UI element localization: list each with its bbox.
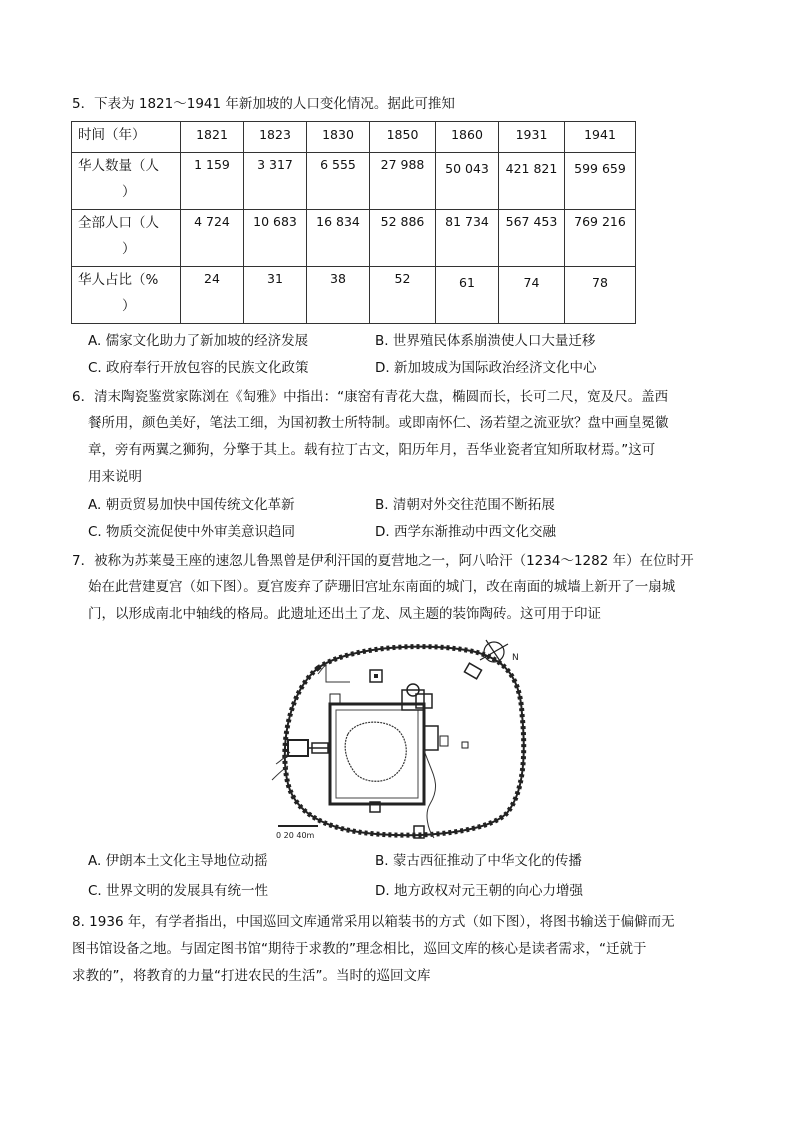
q8-line-3: 求教的”，将教育的力量“打进农民的生活”。当时的巡回文库 bbox=[72, 968, 431, 984]
north-arrow-icon bbox=[480, 640, 519, 664]
row-label: 华人占比（% ） bbox=[72, 267, 181, 324]
table-cell: 567 453 bbox=[499, 210, 565, 267]
header-cell: 1860 bbox=[436, 122, 499, 153]
q5-option-c[interactable]: C. 政府奉行开放包容的民族文化政策 bbox=[88, 360, 309, 376]
header-cell: 时间（年） bbox=[72, 122, 181, 153]
q7-option-d[interactable]: D. 地方政权对元王朝的向心力增强 bbox=[375, 883, 583, 899]
table-cell: 1 159 bbox=[181, 153, 244, 210]
q7-option-c[interactable]: C. 世界文明的发展具有统一性 bbox=[88, 883, 269, 899]
table-cell: 81 734 bbox=[436, 210, 499, 267]
q6-option-c[interactable]: C. 物质交流促使中外审美意识趋同 bbox=[88, 524, 296, 540]
header-cell: 1821 bbox=[181, 122, 244, 153]
q8-line-2: 图书馆设备之地。与固定图书馆“期待于求教的”理念相比，巡回文库的核心是读者需求，“迁就于 bbox=[72, 941, 647, 957]
scale-bar bbox=[276, 826, 318, 840]
q6-option-d[interactable]: D. 西学东渐推动中西文化交融 bbox=[375, 524, 556, 540]
header-cell: 1931 bbox=[499, 122, 565, 153]
q7-line-2: 始在此营建夏宫（如下图）。夏宫废弃了萨珊旧宫址东南面的城门，改在南面的城墙上新开了一扇城 bbox=[88, 579, 676, 595]
header-cell: 1830 bbox=[307, 122, 370, 153]
table-cell: 4 724 bbox=[181, 210, 244, 267]
table-cell: 16 834 bbox=[307, 210, 370, 267]
q5-option-d[interactable]: D. 新加坡成为国际政治经济文化中心 bbox=[375, 360, 597, 376]
header-cell: 1823 bbox=[244, 122, 307, 153]
q6-line-3: 章，旁有两翼之狮狗，分擎于其上。载有拉丁古文，阳历年月，吾华业瓷者宜知所取材焉。”这可 bbox=[88, 442, 656, 458]
table-cell: 74 bbox=[499, 267, 565, 324]
summer-palace-plan-figure bbox=[266, 634, 536, 844]
q5-stem: 5．下表为 1821～1941 年新加坡的人口变化情况。据此可推知 bbox=[72, 96, 455, 112]
table-cell: 769 216 bbox=[565, 210, 636, 267]
table-cell: 10 683 bbox=[244, 210, 307, 267]
q6-option-a[interactable]: A. 朝贡贸易加快中国传统文化革新 bbox=[88, 497, 295, 513]
table-header-row bbox=[72, 122, 636, 153]
header-cell: 1941 bbox=[565, 122, 636, 153]
q7-line-3: 门，以形成南北中轴线的格局。此遗址还出土了龙、凤主题的装饰陶砖。这可用于印证 bbox=[88, 606, 601, 622]
row-label: 全部人口（人 ） bbox=[72, 210, 181, 267]
table-row bbox=[72, 267, 636, 324]
table-cell: 27 988 bbox=[370, 153, 436, 210]
table-cell: 599 659 bbox=[565, 153, 636, 210]
table-cell: 52 bbox=[370, 267, 436, 324]
row-label: 华人数量（人 ） bbox=[72, 153, 181, 210]
q7-option-a[interactable]: A. 伊朗本土文化主导地位动摇 bbox=[88, 853, 268, 869]
q6-line-1: 6．清末陶瓷鉴赏家陈浏在《匋雅》中指出：“康窑有青花大盘，椭圆而长，长可二尺，宽及尺。盖西 bbox=[72, 389, 669, 405]
q5-option-b[interactable]: B. 世界殖民体系崩溃使人口大量迁移 bbox=[375, 333, 596, 349]
table-cell: 421 821 bbox=[499, 153, 565, 210]
q7-option-b[interactable]: B. 蒙古西征推动了中华文化的传播 bbox=[375, 853, 582, 869]
population-table bbox=[71, 121, 636, 324]
table-cell: 38 bbox=[307, 267, 370, 324]
table-cell: 50 043 bbox=[436, 153, 499, 210]
svg-text:0 20 40m: 0 20 40m bbox=[276, 831, 315, 840]
q5-option-a[interactable]: A. 儒家文化助力了新加坡的经济发展 bbox=[88, 333, 309, 349]
table-row bbox=[72, 153, 636, 210]
q6-option-b[interactable]: B. 清朝对外交往范围不断拓展 bbox=[375, 497, 555, 513]
q7-line-1: 7．被称为苏莱曼王座的速忽儿鲁黑曾是伊利汗国的夏营地之一，阿八哈汗（1234～1282 年）在位时开 bbox=[72, 553, 694, 569]
header-cell: 1850 bbox=[370, 122, 436, 153]
table-cell: 78 bbox=[565, 267, 636, 324]
q6-line-4: 用来说明 bbox=[88, 469, 142, 485]
table-cell: 61 bbox=[436, 267, 499, 324]
table-cell: 31 bbox=[244, 267, 307, 324]
table-cell: 6 555 bbox=[307, 153, 370, 210]
table-cell: 24 bbox=[181, 267, 244, 324]
table-row bbox=[72, 210, 636, 267]
q8-line-1: 8. 1936 年，有学者指出，中国巡回文库通常采用以箱装书的方式（如下图），将图书输送于偏僻而无 bbox=[72, 914, 675, 930]
north-label: N bbox=[512, 653, 519, 663]
table-cell: 52 886 bbox=[370, 210, 436, 267]
table-cell: 3 317 bbox=[244, 153, 307, 210]
q6-line-2: 餐所用，颜色美好，笔法工细，为国初教士所特制。或即南怀仁、汤若望之流亚欤？盘中画皇冕徽 bbox=[88, 415, 669, 431]
